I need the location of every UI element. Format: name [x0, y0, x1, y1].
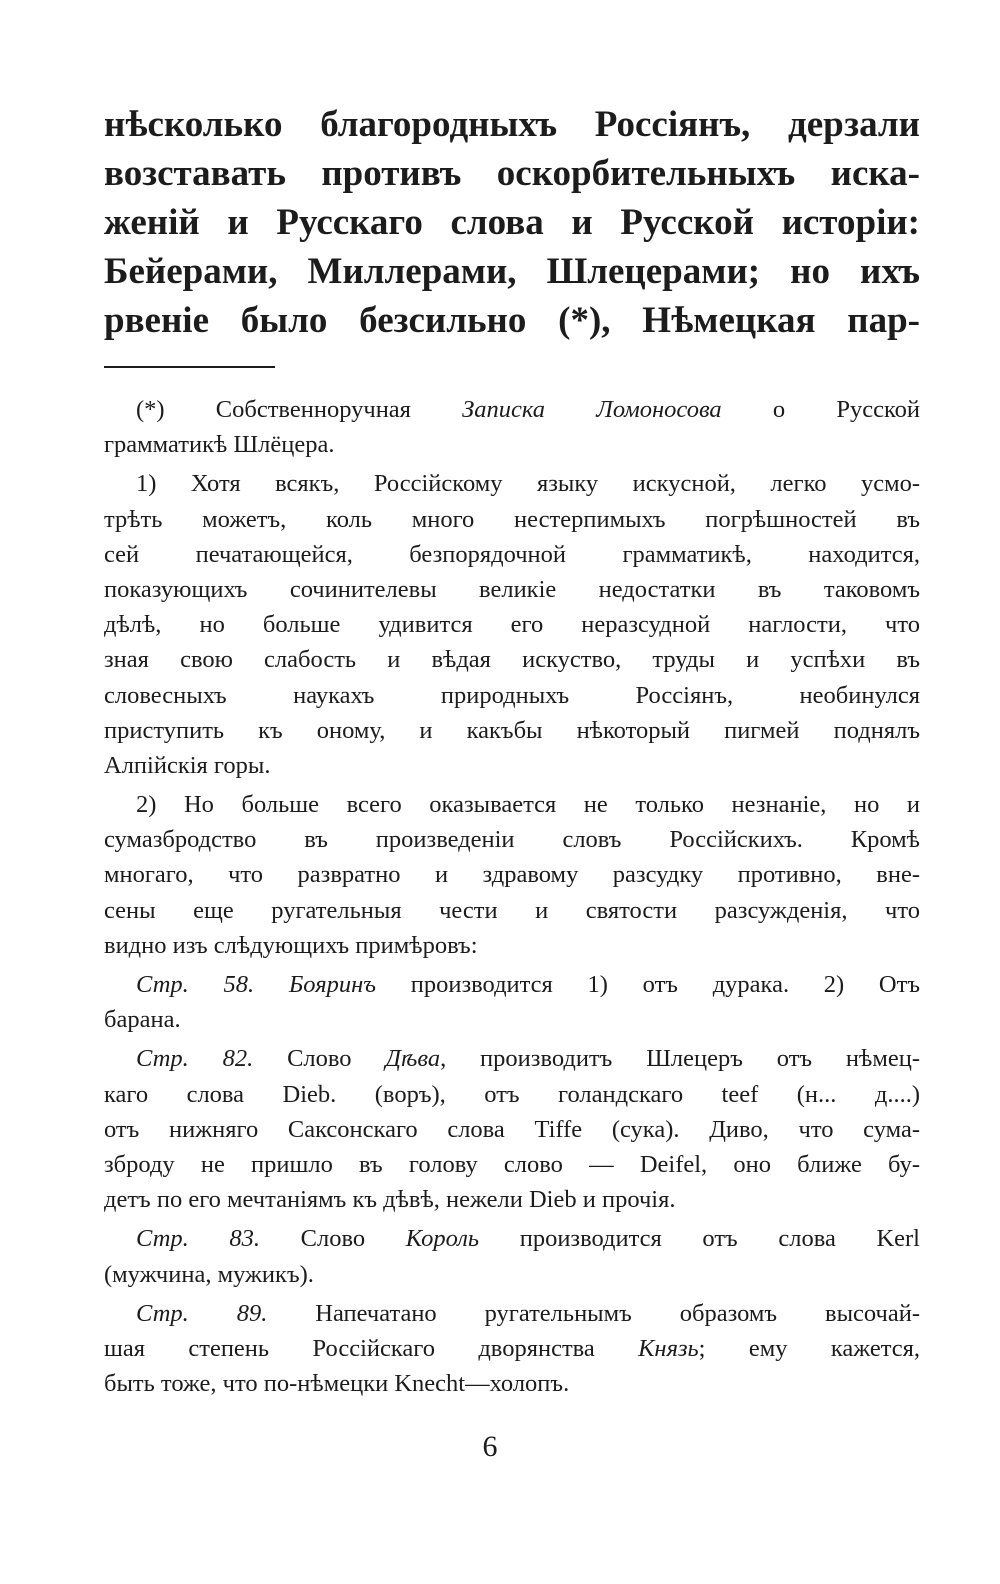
point-1-line: 1) Хотя всякъ, Россійскому языку искусной, легко усмо- [136, 470, 920, 498]
page-ref: Стр. 82. [136, 1045, 254, 1073]
page-ref: Стр. 83. [136, 1225, 261, 1253]
point-1-line: показующихъ сочинителевы великіе недостатки въ таковомъ [104, 575, 920, 603]
point-1-line: трѣть можетъ, коль много нестерпимыхъ погрѣшностей въ [104, 505, 920, 533]
main-line: женій и Русскаго слова и Русской исторіи: [104, 202, 920, 243]
main-paragraph [104, 100, 920, 345]
page-number: 6 [482, 1430, 498, 1463]
point-1-line: словесныхъ наукахъ природныхъ Россіянъ, необинулся [104, 681, 920, 709]
example-line: каго слова Dieb. (воръ), отъ голандскаго teef (н... д....) [104, 1080, 920, 1108]
example-word: Князь [638, 1334, 699, 1362]
example-p83: Стр. 83. Слово Король производится отъ слова Kerl [136, 1225, 920, 1253]
main-line: рвеніе было безсильно (*), Нѣмецкая пар- [104, 300, 920, 341]
example-p89: Стр. 89. Напечатано ругательнымъ образомъ высочай- [136, 1299, 920, 1327]
footnote-line: грамматикѣ Шлёцера. [104, 431, 335, 459]
example-line: детъ по его мечтаніямъ къ дѣвѣ, нежели Dieb и прочія. [104, 1186, 676, 1214]
example-line: зброду не пришло въ голову слово — Deifel, оно ближе бу- [104, 1150, 920, 1178]
point-2-line: сены еще ругательныя чести и святости разсужденія, что [104, 896, 920, 924]
example-line: шая степень Россійскаго дворянства Князь; ему кажется, [104, 1334, 920, 1362]
footnote-source-title: Записка Ломоносова [462, 396, 722, 423]
page-ref: Стр. 89. [136, 1299, 268, 1327]
example-p82: Стр. 82. Слово Дѣва, производитъ Шлецеръ отъ нѣмец- [136, 1045, 920, 1073]
point-1-line: дѣлѣ, но больше удивится его неразсудной наглости, что [104, 611, 920, 639]
main-line: возставать противъ оскорбительныхъ иска- [104, 153, 920, 194]
point-2-line: сумазбродство въ произведеніи словъ Россійскихъ. Кромѣ [104, 826, 920, 854]
point-1-line: зная свою слабость и вѣдая искуство, труды и успѣхи въ [104, 646, 920, 674]
point-2-line: 2) Но больше всего оказывается не только незнаніе, но и [136, 791, 920, 819]
example-word: Король [405, 1225, 480, 1253]
point-1-line: Алпійскія горы. [104, 751, 271, 779]
footnote [104, 392, 920, 1401]
example-word: Дѣва [385, 1045, 441, 1073]
example-line: барана. [104, 1006, 181, 1034]
page-ref: Стр. 58. [136, 971, 255, 998]
point-1-line: приступить къ оному, и какъбы нѣкоторый пигмей поднялъ [104, 716, 920, 744]
point-1-line: сей печатающейся, безпорядочной грамматикѣ, находится, [104, 540, 920, 568]
main-line: Бейерами, Миллерами, Шлецерами; но ихъ [104, 251, 920, 292]
example-line: отъ нижняго Саксонскаго слова Tiffe (сука). Диво, что сума- [104, 1115, 920, 1143]
example-line: быть тоже, что по-нѣмецки Knecht—холопъ. [104, 1370, 570, 1398]
example-line: (мужчина, мужикъ). [104, 1260, 314, 1288]
point-2-line: многаго, что развратно и здравому разсудку противно, вне- [104, 861, 920, 889]
point-2-line: видно изъ слѣдующихъ примѣровъ: [104, 931, 478, 959]
example-word: Бояринъ [288, 971, 376, 998]
footnote-marker: (*) [136, 396, 165, 423]
main-line: нѣсколько благородныхъ Россіянъ, дерзали [104, 104, 920, 145]
footnote-divider [104, 366, 275, 368]
example-p58: Стр. 58. Бояринъ производится 1) отъ дурака. 2) Отъ [136, 971, 921, 998]
footnote-intro: (*) Собственноручная Записка Ломоносова о Русской [136, 396, 920, 423]
